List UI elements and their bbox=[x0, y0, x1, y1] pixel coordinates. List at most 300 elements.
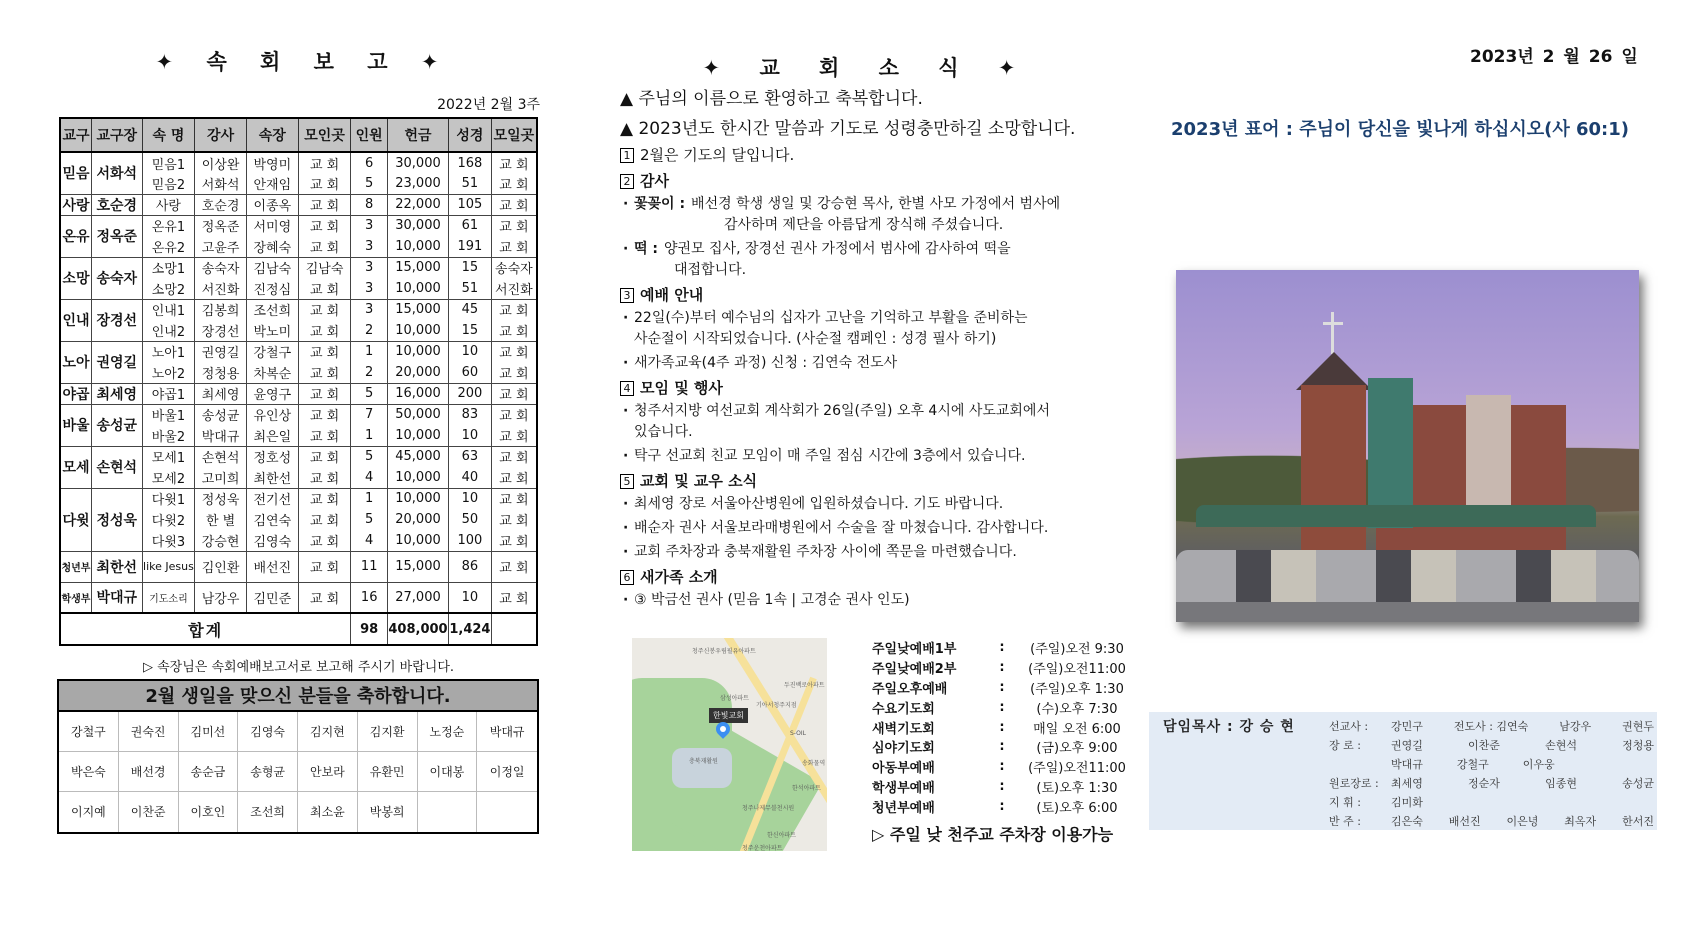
teacher-cell: 서화석 bbox=[195, 173, 247, 194]
offering-cell: 20,000 bbox=[387, 362, 448, 383]
service-name: 심야기도회 bbox=[872, 741, 935, 757]
offering-cell: 10,000 bbox=[387, 425, 448, 446]
offering-cell: 15,000 bbox=[387, 299, 448, 320]
teacher-cell: 권영길 bbox=[195, 341, 247, 362]
offering-cell: 45,000 bbox=[387, 446, 448, 467]
news-item-text: 최세영 장로 서울아산병원에 입원하셨습니다. 기도 바랍니다. bbox=[634, 496, 1004, 512]
total-row bbox=[60, 613, 537, 645]
met-at-cell: 교 회 bbox=[298, 425, 351, 446]
meet-next-cell: 교 회 bbox=[491, 488, 537, 509]
staff-name: 남강우 bbox=[1559, 719, 1592, 733]
offering-cell: 15,000 bbox=[387, 551, 448, 582]
colon: : bbox=[999, 759, 1005, 775]
schedule-row bbox=[872, 678, 1132, 698]
table-row bbox=[60, 488, 537, 509]
cell-name-cell: 바울2 bbox=[142, 425, 195, 446]
news-item bbox=[620, 494, 1120, 515]
staff-row bbox=[1329, 735, 1654, 754]
teacher-cell: 김인환 bbox=[195, 551, 247, 582]
cell-name-cell: 인내2 bbox=[142, 320, 195, 341]
bible-cell: 15 bbox=[449, 257, 492, 278]
church-building-photo bbox=[1176, 270, 1639, 622]
bible-cell: 63 bbox=[449, 446, 492, 467]
meet-next-cell: 송숙자 bbox=[491, 257, 537, 278]
met-at-cell: 교 회 bbox=[298, 509, 351, 530]
offering-cell: 20,000 bbox=[387, 509, 448, 530]
birthday-name: 이호인 bbox=[179, 792, 239, 832]
news-section-heading bbox=[620, 284, 1120, 308]
bible-cell: 191 bbox=[449, 236, 492, 257]
birthday-name: 노정순 bbox=[418, 712, 478, 752]
cell-leader-cell: 서미영 bbox=[246, 215, 298, 236]
district-leader-cell: 정옥준 bbox=[91, 215, 142, 257]
district-cell: 청년부 bbox=[60, 551, 91, 582]
staff-name: 송성균 bbox=[1622, 776, 1654, 790]
count-cell: 16 bbox=[351, 582, 388, 613]
section-title: 2월은 기도의 달입니다. bbox=[640, 146, 795, 164]
cell-name-cell: 모세1 bbox=[142, 446, 195, 467]
annual-motto: 2023년 표어 : 주님이 당신을 빛나게 하십시오(사 60:1) bbox=[1171, 119, 1629, 140]
news-title: ✦ 교 회 소 식 ✦ bbox=[702, 56, 1018, 80]
service-time: 매일 오전 6:00 bbox=[1033, 721, 1121, 737]
staff-role: 장 로 : bbox=[1329, 738, 1361, 752]
meet-next-cell: 교 회 bbox=[491, 194, 537, 215]
service-name: 학생부예배 bbox=[872, 780, 935, 796]
count-cell: 2 bbox=[351, 362, 388, 383]
colon: : bbox=[999, 699, 1005, 715]
bible-cell: 10 bbox=[449, 582, 492, 613]
bible-cell: 10 bbox=[449, 488, 492, 509]
cell-leader-cell: 박영미 bbox=[246, 152, 298, 173]
offering-cell: 22,000 bbox=[387, 194, 448, 215]
news-item-text: 청주서지방 여선교회 계삭회가 26일(주일) 오후 4시에 사도교회에서 bbox=[634, 403, 1050, 419]
meet-next-cell: 교 회 bbox=[491, 362, 537, 383]
cell-name-cell: 야곱1 bbox=[142, 383, 195, 404]
teacher-cell: 최세영 bbox=[195, 383, 247, 404]
cell-name-cell: 다윗2 bbox=[142, 509, 195, 530]
count-cell: 5 bbox=[351, 173, 388, 194]
cell-leader-cell: 김연숙 bbox=[246, 509, 298, 530]
cell-leader-cell: 김민준 bbox=[246, 582, 298, 613]
offering-cell: 10,000 bbox=[387, 236, 448, 257]
offering-cell: 10,000 bbox=[387, 278, 448, 299]
birthday-name: 이대봉 bbox=[418, 752, 478, 792]
col-header-offering: 헌금 bbox=[387, 118, 448, 152]
met-at-cell: 교 회 bbox=[298, 152, 351, 173]
col-header-cell-leader: 속장 bbox=[246, 118, 298, 152]
meet-next-cell: 교 회 bbox=[491, 467, 537, 488]
birthday-name bbox=[418, 792, 478, 832]
count-cell: 3 bbox=[351, 236, 388, 257]
colon: : bbox=[999, 719, 1005, 735]
news-item-continuation: 사순절이 시작되었습니다. (사순절 캠페인 : 성경 필사 하기) bbox=[634, 331, 997, 347]
news-item-continuation: 감사하며 제단을 아름답게 장식해 주셨습니다. bbox=[724, 217, 1004, 233]
offering-cell: 27,000 bbox=[387, 582, 448, 613]
table-row bbox=[60, 446, 537, 467]
news-item bbox=[620, 353, 1120, 374]
met-at-cell: 교 회 bbox=[298, 530, 351, 551]
met-at-cell: 교 회 bbox=[298, 299, 351, 320]
colon: : bbox=[999, 798, 1005, 814]
table-row bbox=[60, 215, 537, 236]
church-news bbox=[620, 84, 1120, 614]
bible-cell: 100 bbox=[449, 530, 492, 551]
section-number-box: 4 bbox=[620, 381, 634, 396]
bible-cell: 15 bbox=[449, 320, 492, 341]
district-leader-cell: 송숙자 bbox=[91, 257, 142, 299]
cell-leader-cell: 전기선 bbox=[246, 488, 298, 509]
bulletin-date: 2023년 2 월 26 일 bbox=[1470, 47, 1638, 67]
district-cell: 믿음 bbox=[60, 152, 91, 194]
col-header-count: 인원 bbox=[351, 118, 388, 152]
bible-cell: 10 bbox=[449, 425, 492, 446]
offering-cell: 23,000 bbox=[387, 173, 448, 194]
cell-name-cell: 온유1 bbox=[142, 215, 195, 236]
birthday-name: 권숙진 bbox=[119, 712, 179, 752]
count-cell: 7 bbox=[351, 404, 388, 425]
service-name: 주일낮예배2부 bbox=[872, 662, 957, 678]
map-pin-label: 한빛교회 bbox=[709, 708, 748, 723]
staff-name: 권현두 bbox=[1622, 719, 1654, 733]
birthday-name: 유환민 bbox=[358, 752, 418, 792]
schedule-row bbox=[872, 658, 1132, 678]
staff-row bbox=[1329, 716, 1654, 735]
count-cell: 5 bbox=[351, 509, 388, 530]
birthday-name: 김지현 bbox=[298, 712, 358, 752]
count-cell: 3 bbox=[351, 299, 388, 320]
section-title: 모임 및 행사 bbox=[640, 379, 723, 397]
service-time: (주일)오후 1:30 bbox=[1030, 681, 1124, 697]
staff-name: 최옥자 bbox=[1564, 814, 1597, 828]
teacher-cell: 장경선 bbox=[195, 320, 247, 341]
news-item-text: 배순자 권사 서울보라매병원에서 수술을 잘 마쳤습니다. 감사합니다. bbox=[634, 520, 1049, 536]
met-at-cell: 교 회 bbox=[298, 278, 351, 299]
staff-name: 박대규 bbox=[1391, 757, 1423, 771]
service-time: (수)오후 7:30 bbox=[1036, 701, 1118, 717]
birthday-name: 송순금 bbox=[179, 752, 239, 792]
news-item-lead: 꽃꽂이 : bbox=[634, 196, 686, 212]
schedule-row bbox=[872, 717, 1132, 737]
staff-role: 선교사 : bbox=[1329, 719, 1369, 733]
met-at-cell: 교 회 bbox=[298, 582, 351, 613]
service-name: 주일낮예배1부 bbox=[872, 642, 957, 658]
cell-leader-cell: 김영숙 bbox=[246, 530, 298, 551]
meet-next-cell: 교 회 bbox=[491, 509, 537, 530]
cell-leader-cell: 윤영구 bbox=[246, 383, 298, 404]
news-item-text: 새가족교육(4주 과정) 신청 : 김연숙 전도사 bbox=[634, 355, 898, 371]
meet-next-cell: 교 회 bbox=[491, 236, 537, 257]
teacher-cell: 정옥준 bbox=[195, 215, 247, 236]
birthday-name: 안보라 bbox=[298, 752, 358, 792]
bible-cell: 40 bbox=[449, 467, 492, 488]
cell-leader-cell: 최한선 bbox=[246, 467, 298, 488]
district-leader-cell: 장경선 bbox=[91, 299, 142, 341]
cell-name-cell: 다윗3 bbox=[142, 530, 195, 551]
staff-names bbox=[1391, 813, 1654, 829]
teacher-cell: 호순경 bbox=[195, 194, 247, 215]
district-leader-cell: 정성욱 bbox=[91, 488, 142, 551]
headline-vision: ▲ 2023년도 한시간 말씀과 기도로 성령충만하길 소망합니다. bbox=[620, 119, 1076, 139]
staff-roles bbox=[1329, 716, 1654, 830]
count-cell: 6 bbox=[351, 152, 388, 173]
colon: : bbox=[999, 660, 1005, 676]
cell-leader-cell: 장혜숙 bbox=[246, 236, 298, 257]
teacher-cell: 김봉희 bbox=[195, 299, 247, 320]
section-title: 감사 bbox=[640, 172, 669, 190]
teacher-cell: 정청용 bbox=[195, 362, 247, 383]
district-leader-cell: 손현석 bbox=[91, 446, 142, 488]
cross-icon bbox=[1331, 312, 1334, 354]
cell-name-cell: 믿음2 bbox=[142, 173, 195, 194]
meet-next-cell: 교 회 bbox=[491, 530, 537, 551]
meet-next-cell: 교 회 bbox=[491, 152, 537, 173]
cell-leader-cell: 최은일 bbox=[246, 425, 298, 446]
news-section-heading bbox=[620, 470, 1120, 494]
birthday-name: 이지예 bbox=[59, 792, 119, 832]
count-cell: 8 bbox=[351, 194, 388, 215]
table-row bbox=[60, 257, 537, 278]
colon: : bbox=[999, 739, 1005, 755]
total-count: 98 bbox=[351, 613, 388, 645]
bible-cell: 83 bbox=[449, 404, 492, 425]
count-cell: 4 bbox=[351, 530, 388, 551]
map-label: 충북재활원 bbox=[689, 758, 718, 765]
cross-icon bbox=[1323, 322, 1343, 325]
staff-names bbox=[1391, 718, 1654, 734]
news-item bbox=[620, 308, 1120, 350]
news-item-text: 탁구 선교회 친교 모임이 매 주일 점심 시간에 3층에서 있습니다. bbox=[634, 448, 1026, 464]
col-header-meet-next: 모일곳 bbox=[491, 118, 537, 152]
teacher-cell: 남강우 bbox=[195, 582, 247, 613]
teacher-cell: 박대규 bbox=[195, 425, 247, 446]
district-leader-cell: 송성균 bbox=[91, 404, 142, 446]
met-at-cell: 교 회 bbox=[298, 362, 351, 383]
photo-cars bbox=[1176, 550, 1639, 605]
report-week: 2022년 2월 3주 bbox=[437, 97, 540, 113]
news-item-lead: 떡 : bbox=[634, 241, 658, 257]
staff-name: 이은녕 bbox=[1506, 814, 1539, 828]
cell-name-cell: 소망1 bbox=[142, 257, 195, 278]
met-at-cell: 김남숙 bbox=[298, 257, 351, 278]
table-row bbox=[60, 152, 537, 173]
news-item-text: 22일(수)부터 예수님의 십자가 고난을 기억하고 부활을 준비하는 bbox=[634, 310, 1028, 326]
count-cell: 2 bbox=[351, 320, 388, 341]
district-leader-cell: 호순경 bbox=[91, 194, 142, 215]
staff-name: 임종현 bbox=[1545, 776, 1577, 790]
staff-name: 전도사 : 김연숙 bbox=[1453, 719, 1529, 733]
news-item-text: ③ 박금선 권사 (믿음 1속 | 고경순 권사 인도) bbox=[634, 592, 910, 608]
offering-cell: 30,000 bbox=[387, 215, 448, 236]
colon: : bbox=[999, 640, 1005, 656]
table-row bbox=[60, 299, 537, 320]
staff-name: 김미화 bbox=[1391, 795, 1423, 809]
map-label: 청주나제무블천시원 bbox=[742, 805, 795, 812]
news-item-text: 교회 주차장과 충북재활원 주차장 사이에 쪽문을 마련했습니다. bbox=[634, 544, 1017, 560]
col-header-bible: 성경 bbox=[449, 118, 492, 152]
total-empty bbox=[491, 613, 537, 645]
service-time: (주일)오전 9:30 bbox=[1030, 642, 1124, 658]
birthday-name: 박봉희 bbox=[358, 792, 418, 832]
count-cell: 5 bbox=[351, 383, 388, 404]
teacher-cell: 서진화 bbox=[195, 278, 247, 299]
service-time: (주일)오전11:00 bbox=[1028, 761, 1126, 777]
count-cell: 11 bbox=[351, 551, 388, 582]
staff-name: 이우웅 bbox=[1522, 757, 1555, 771]
cell-name-cell: 소망2 bbox=[142, 278, 195, 299]
meet-next-cell: 교 회 bbox=[491, 173, 537, 194]
cell-leader-cell: 차복순 bbox=[246, 362, 298, 383]
bible-cell: 51 bbox=[449, 278, 492, 299]
district-cell: 사랑 bbox=[60, 194, 91, 215]
meet-next-cell: 교 회 bbox=[491, 582, 537, 613]
count-cell: 1 bbox=[351, 425, 388, 446]
met-at-cell: 교 회 bbox=[298, 383, 351, 404]
location-map[interactable] bbox=[632, 638, 827, 851]
news-item-text: 배선경 학생 생일 및 강승현 목사, 한별 사모 가정에서 범사에 bbox=[691, 196, 1061, 212]
birthday-title: 2월 생일을 맞으신 분들을 축하합니다. bbox=[59, 681, 537, 712]
total-bible: 1,424 bbox=[449, 613, 492, 645]
staff-name: 권영길 bbox=[1391, 738, 1423, 752]
offering-cell: 10,000 bbox=[387, 320, 448, 341]
birthday-name: 김미선 bbox=[179, 712, 239, 752]
bible-cell: 168 bbox=[449, 152, 492, 173]
district-cell: 학생부 bbox=[60, 582, 91, 613]
meet-next-cell: 교 회 bbox=[491, 446, 537, 467]
count-cell: 3 bbox=[351, 257, 388, 278]
teacher-cell: 정성욱 bbox=[195, 488, 247, 509]
meet-next-cell: 교 회 bbox=[491, 299, 537, 320]
cell-leader-cell: 안재임 bbox=[246, 173, 298, 194]
section-number-box: 6 bbox=[620, 570, 634, 585]
staff-name: 김은숙 bbox=[1391, 814, 1423, 828]
report-note: ▷ 속장님은 속회예배보고서로 보고해 주시기 바랍니다. bbox=[142, 660, 455, 675]
service-time: (주일)오전11:00 bbox=[1028, 662, 1126, 678]
staff-row bbox=[1329, 754, 1654, 773]
district-cell: 소망 bbox=[60, 257, 91, 299]
met-at-cell: 교 회 bbox=[298, 551, 351, 582]
staff-row bbox=[1329, 773, 1654, 792]
staff-role: 반 주 : bbox=[1329, 814, 1361, 828]
section-number-box: 3 bbox=[620, 288, 634, 303]
count-cell: 4 bbox=[351, 467, 388, 488]
offering-cell: 10,000 bbox=[387, 488, 448, 509]
birthday-name: 박은숙 bbox=[59, 752, 119, 792]
count-cell: 1 bbox=[351, 488, 388, 509]
service-name: 새벽기도회 bbox=[872, 721, 935, 737]
news-item bbox=[620, 518, 1120, 539]
district-cell: 야곱 bbox=[60, 383, 91, 404]
bible-cell: 50 bbox=[449, 509, 492, 530]
table-row bbox=[60, 551, 537, 582]
col-header-district: 교구 bbox=[60, 118, 91, 152]
staff-name: 강철구 bbox=[1456, 757, 1489, 771]
staff-name: 정순자 bbox=[1468, 776, 1500, 790]
cell-name-cell: 사랑 bbox=[142, 194, 195, 215]
cell-name-cell: 노아1 bbox=[142, 341, 195, 362]
news-section-heading bbox=[620, 566, 1120, 590]
cell-name-cell: 기도소리 bbox=[142, 582, 195, 613]
section-number-box: 1 bbox=[620, 148, 634, 163]
staff-names bbox=[1391, 737, 1654, 753]
map-label: 송화물역 bbox=[802, 760, 826, 767]
offering-cell: 10,000 bbox=[387, 530, 448, 551]
staff-name: 손현석 bbox=[1545, 738, 1577, 752]
map-label: S-OIL bbox=[790, 730, 806, 737]
cell-name-cell: 믿음1 bbox=[142, 152, 195, 173]
meet-next-cell: 교 회 bbox=[491, 341, 537, 362]
bible-cell: 61 bbox=[449, 215, 492, 236]
map-label: 두진백로아파트 bbox=[784, 682, 825, 689]
news-item bbox=[620, 542, 1120, 563]
col-header-met-at: 모인곳 bbox=[298, 118, 351, 152]
news-item bbox=[620, 239, 1120, 281]
teacher-cell: 송숙자 bbox=[195, 257, 247, 278]
total-offering: 408,000 bbox=[387, 613, 448, 645]
section-title: 새가족 소개 bbox=[640, 568, 718, 586]
report-title: ✦ 속 회 보 고 ✦ bbox=[155, 50, 441, 74]
meet-next-cell: 교 회 bbox=[491, 320, 537, 341]
teacher-cell: 이상완 bbox=[195, 152, 247, 173]
birthday-box bbox=[57, 679, 539, 834]
met-at-cell: 교 회 bbox=[298, 215, 351, 236]
news-item bbox=[620, 194, 1120, 236]
bible-cell: 86 bbox=[449, 551, 492, 582]
senior-pastor: 담임목사 : 강 승 현 bbox=[1163, 719, 1295, 735]
district-leader-cell: 권영길 bbox=[91, 341, 142, 383]
staff-name: 배선진 bbox=[1448, 814, 1481, 828]
news-section-heading bbox=[620, 377, 1120, 401]
staff-row bbox=[1329, 811, 1654, 830]
cell-leader-cell: 정호성 bbox=[246, 446, 298, 467]
total-label: 합계 bbox=[60, 613, 351, 645]
birthday-name: 조선희 bbox=[238, 792, 298, 832]
district-leader-cell: 서화석 bbox=[91, 152, 142, 194]
section-number-box: 2 bbox=[620, 174, 634, 189]
cell-leader-cell: 이종옥 bbox=[246, 194, 298, 215]
news-sections bbox=[620, 144, 1120, 611]
table-header-row bbox=[60, 118, 537, 152]
service-name: 주일오후예배 bbox=[872, 681, 948, 697]
offering-cell: 15,000 bbox=[387, 257, 448, 278]
section-title: 교회 및 교우 소식 bbox=[640, 472, 758, 490]
meet-next-cell: 교 회 bbox=[491, 551, 537, 582]
service-name: 아동부예배 bbox=[872, 761, 935, 777]
birthday-name: 김지환 bbox=[358, 712, 418, 752]
table-row bbox=[60, 341, 537, 362]
cell-name-cell: 다윗1 bbox=[142, 488, 195, 509]
service-time: (토)오후 1:30 bbox=[1036, 780, 1118, 796]
schedule-row bbox=[872, 757, 1132, 777]
count-cell: 5 bbox=[351, 446, 388, 467]
district-cell: 다윗 bbox=[60, 488, 91, 551]
photo-canopy bbox=[1196, 505, 1596, 527]
cell-leader-cell: 박노미 bbox=[246, 320, 298, 341]
teacher-cell: 고미희 bbox=[195, 467, 247, 488]
birthday-name: 강철구 bbox=[59, 712, 119, 752]
photo-tower bbox=[1301, 385, 1366, 560]
schedule-row bbox=[872, 638, 1132, 658]
met-at-cell: 교 회 bbox=[298, 236, 351, 257]
table-row bbox=[60, 582, 537, 613]
teacher-cell: 송성균 bbox=[195, 404, 247, 425]
staff-name: 강민구 bbox=[1391, 719, 1423, 733]
map-label: 청주신봉우림필유아파트 bbox=[692, 648, 756, 655]
district-leader-cell: 최한선 bbox=[91, 551, 142, 582]
offering-cell: 10,000 bbox=[387, 341, 448, 362]
staff-name: 정청용 bbox=[1622, 738, 1654, 752]
birthday-name: 김영숙 bbox=[238, 712, 298, 752]
col-header-cell-name: 속 명 bbox=[142, 118, 195, 152]
